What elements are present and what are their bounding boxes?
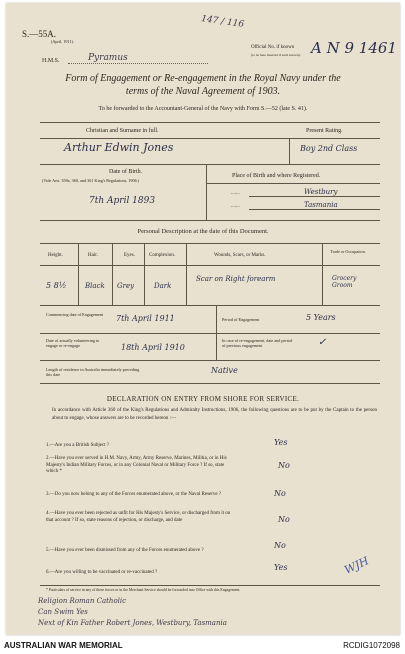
next-of-kin-note: Next of Kin Father Robert Jones, Westbury, Tasmania <box>38 619 227 627</box>
residence-label: Length of residence in Australia immediately preceding this date <box>46 367 140 377</box>
col-hair: Hair. <box>88 253 98 258</box>
answer-4: No <box>278 515 290 524</box>
rating: Boy 2nd Class <box>300 144 358 153</box>
birth-town: Westbury <box>304 188 338 196</box>
commencing-label: Commencing date of Engagement <box>46 312 104 317</box>
volunteering-date: 18th April 1910 <box>121 343 185 352</box>
col-eyes: Eyes. <box>124 253 135 258</box>
question-3: 3.—Do you now belong to any of the Forces enumerated above, or the Naval Reserve ? <box>46 492 222 497</box>
period-value: 5 Years <box>306 313 336 322</box>
eyes-value: Grey <box>117 282 135 290</box>
commencing-date: 7th April 1911 <box>116 314 175 323</box>
answer-3: No <box>274 489 286 498</box>
form-title-line1: Form of Engagement or Re-engagement in the Royal Navy under the <box>65 73 341 84</box>
complexion-value: Dark <box>154 282 172 290</box>
ship-name: Pyramus <box>68 53 208 64</box>
declaration-heading: DECLARATION ON ENTRY FROM SHORE FOR SERVICE. <box>106 395 300 403</box>
answer-2: No <box>278 461 290 470</box>
name-label: Christian and Surname in full. <box>86 128 159 134</box>
form-date: (April, 1911). <box>51 39 74 44</box>
question-2: 2.—Have you ever served in H.M. Navy, Army, Army Reserve, Marines, Militia, or in His Majesty's Indian Military Forces, or in any Colonial Naval or Military Force ? If so, state which * <box>46 456 227 474</box>
col-wounds: Wounds, Scars, or Marks. <box>214 253 266 258</box>
dob-label: Date of Birth. <box>109 169 143 175</box>
forwarding-instruction: To be forwarded to the Accountant-General of the Navy with Form S.—52 (late S. 41). <box>98 106 308 112</box>
archive-footer <box>0 637 405 654</box>
reengagement-value: ✓ <box>318 337 327 348</box>
dob-reference: (Vide Arts. 359a, 360, and 361 King's Regulations, 1906.) <box>42 178 140 183</box>
can-swim-note: Can Swim Yes <box>38 608 88 616</box>
official-number: A N 9 1461 <box>311 39 397 57</box>
question-5: 5.—Have you ever been dismissed from any of the Forces enumerated above ? <box>46 548 204 553</box>
archive-reference: RCDIG1072098 <box>343 641 400 650</box>
description-heading: Personal Description at the date of this Document. <box>137 228 269 235</box>
birth-state: Tasmania <box>304 201 338 209</box>
form-title-line2: terms of the Naval Agreement of 1903. <box>125 86 281 97</box>
col-trade: Trade or Occupation. <box>330 249 366 254</box>
reengagement-label: In case of re-engagement, date and period of previous engagement <box>222 338 293 348</box>
period-label: Period of Engagement <box>222 317 260 322</box>
religion-note: Religion Roman Catholic <box>38 597 127 605</box>
question-4: 4.—Have you ever been rejected as unfit for His Majesty's Service, or discharged from it on that account ? If so, state reasons of rejection, or discharge, and date <box>46 511 231 523</box>
answer-1: Yes <box>274 438 288 447</box>
wounds-value: Scar on Right forearm <box>196 275 276 283</box>
answer-6: Yes <box>274 563 288 572</box>
archive-name: AUSTRALIAN WAR MEMORIAL <box>4 641 123 650</box>
height-value: 5 8½ <box>46 281 67 290</box>
question-6: 6.—Are you willing to be vaccinated or re-vaccinated ? <box>46 570 158 575</box>
declaration-footnote: * Particulars of service in any of these forces or in the Merchant Service should be forwarded into Office with this Engagement. <box>46 588 241 592</box>
enlistment-form-page: S.—55A. (April, 1911). 147 / 116 H.M.S. Pyramus Official No. if known (to be here inserted if such known). A N 9 1461 Form of Engagement or Re-engagement in the Royal Navy under the terms of the Naval Agreement of 1903. To be forwarded to the Accountant-General of the Navy with Form S.—52 (late S. 41). Christian and Surname in full. Present Rating. Arthur Edwin Jones Boy 2nd Class Date of Birth. (Vide Arts. 359a, 360, and 361 King's Regulations, 1906.) Place of Birth and where Registered. 7th April 1893 ....... Westbury ....... Tasmania Personal Description at the date of this Document. Height. Hair. Eyes. Complexion. Wounds, Scars, or Marks. Trade or Occupation. 5 8½ Black Grey Dark Scar on Right forearm Grocery Groom Commencing date of Engagement 7th April 1911 Period of Engagement 5 Years Date of actually volunteering to engage or re-engage 18th April 1910 In case of re-engagement, date and period of previous engagement ✓ Length of residence in Australia immediately preceding this date Native DECLARATION ON ENTRY FROM SHORE FOR SERVICE. In accordance with Article 360 of the King's Regulations and Admiralty Instructions, 1906, the following questions are to be put by the Captain to the person about to engage, whose answers are to be recorded hereon :— 1.—Are you a British Subject ? Yes 2.—Have you ever served in H.M. Navy, Army, Army Reserve, Marines, Militia, or in His Majesty's Indian Military Forces, or in any Colonial Naval or Military Force ? If so, state which * No 3.—Do you now belong to any of the Forces enumerated above, or the Naval Reserve ? No 4.—Have you ever been rejected as unfit for His Majesty's Service, or discharged from it on that account ? If so, state reasons of rejection, or discharge, and date No 5.—Have you ever been dismissed from any of the Forces enumerated above ? No 6.—Are you willing to be vaccinated or re-vaccinated ? Yes WJH * Particulars of service in any of these forces or in the Merchant Service should be forwarded into Office with this Engagement. Religion Roman Catholic Can Swim Yes Next of Kin Father Robert Jones, Westbury, Tasmania <box>6 3 400 635</box>
official-no-label: Official No. if known <box>251 45 295 50</box>
hair-value: Black <box>85 282 105 290</box>
answer-5: No <box>274 541 286 550</box>
full-name: Arthur Edwin Jones <box>64 141 174 154</box>
volunteering-label: Date of actually volunteering to engage or re-engage <box>46 338 100 348</box>
form-code: S.—55A. <box>22 29 57 39</box>
pob-label: Place of Birth and where Registered. <box>232 173 321 179</box>
trade-value: Grocery Groom <box>332 275 357 289</box>
official-no-hint: (to be here inserted if such known). <box>251 53 301 57</box>
rating-label: Present Rating. <box>306 128 343 134</box>
officer-initials: WJH <box>342 554 371 577</box>
col-height: Height. <box>48 253 63 258</box>
question-1: 1.—Are you a British Subject ? <box>46 443 110 448</box>
residence-value: Native <box>211 366 238 375</box>
pencil-note: 147 / 116 <box>200 14 245 30</box>
hms-label: H.M.S. <box>42 58 60 64</box>
col-complexion: Complexion. <box>149 253 175 258</box>
declaration-intro: In accordance with Article 360 of the King's Regulations and Admiralty Instructions, 1906, the following questions are to be put by the Captain to the person about to engage, whose answers are to be recorded hereon :— <box>52 408 377 421</box>
date-of-birth: 7th April 1893 <box>89 196 156 206</box>
